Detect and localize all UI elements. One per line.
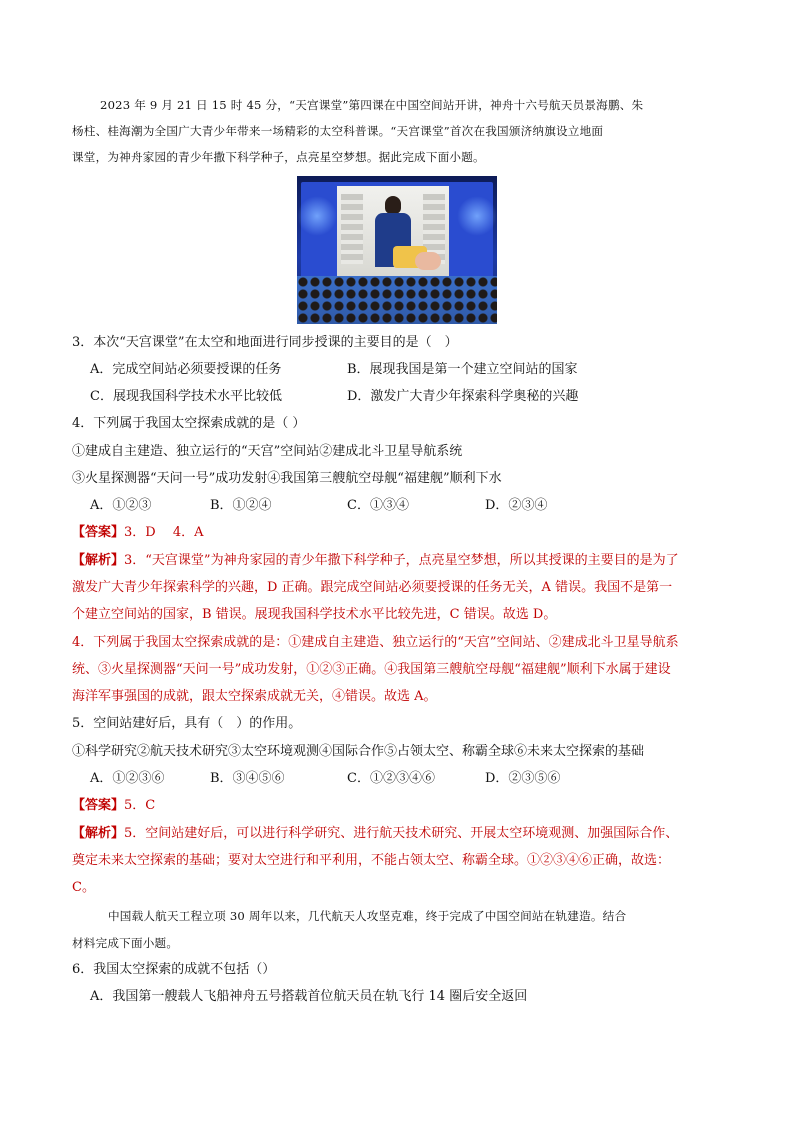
analysis1-line3: 个建立空间站的国家，B 错误。展现我国科学技术水平比较先进，C 错误。故选 D。 xyxy=(72,607,557,622)
audience-crowd xyxy=(297,276,497,324)
answer2-text: 5．C xyxy=(124,798,156,813)
q3-option-d: D．激发广大青少年探索科学奥秘的兴趣 xyxy=(347,389,579,404)
q6-stem: 6．我国太空探索的成就不包括（） xyxy=(72,962,276,977)
material2-line1: 中国载人航天工程立项 30 周年以来，几代航天人攻坚克难，终于完成了中国空间站在轨建造。结合 xyxy=(108,909,627,923)
q5-option-c: C．①②③④⑥ xyxy=(347,771,435,786)
analysis1-line2: 激发广大青少年探索科学的兴趣，D 正确。跟完成空间站必须要授课的任务无关，A 错误。我国不是第一 xyxy=(72,580,673,595)
analysis2-line1: 【解析】5．空间站建好后，可以进行科学研究、进行航天技术研究、开展太空环境观测、加强国际合作、 xyxy=(72,826,679,841)
q4-option-d: D．②③④ xyxy=(485,498,548,513)
analysis1-line4: 4．下列属于我国太空探索成就的是：①建成自主建造、独立运行的“天宫”空间站、②建成北斗卫星导航系 xyxy=(72,635,679,650)
hand-shape xyxy=(415,252,441,270)
analysis2-tag: 【解析】 xyxy=(72,826,125,841)
answer1-text: 3．D 4．A xyxy=(124,525,204,540)
q4-stem: 4．下列属于我国太空探索成就的是（ ） xyxy=(72,416,306,431)
q4-items-line1: ①建成自主建造、独立运行的“天宫”空间站②建成北斗卫星导航系统 xyxy=(72,444,463,459)
q5-option-d: D．②③⑤⑥ xyxy=(485,771,561,786)
analysis2-line2: 奠定未来太空探索的基础；要对太空进行和平利用，不能占领太空、称霸全球。①②③④⑥正确，故选： xyxy=(72,853,671,868)
answer2-tag: 【答案】 xyxy=(72,798,125,813)
answer1 xyxy=(72,524,732,542)
analysis1-line1: 【解析】3．“天宫课堂”为神舟家园的青少年撒下科学种子，点亮星空梦想，所以其授课的主要目的是为了 xyxy=(72,553,679,568)
analysis1-line5: 统、③火星探测器“天问一号”成功发射，①②③正确。④我国第三艘航空母舰“福建舰”顺利下水属于建设 xyxy=(72,662,671,677)
material1-line2: 杨柱、桂海潮为全国广大青少年带来一场精彩的太空科普课。“天宫课堂”首次在我国颁济纳旗设立地面 xyxy=(72,124,604,138)
q4-option-c: C．①③④ xyxy=(347,498,409,513)
q5-option-b: B．③④⑤⑥ xyxy=(210,771,285,786)
q3-option-b: B．展现我国是第一个建立空间站的国家 xyxy=(347,362,578,377)
q3-stem: 3．本次“天宫课堂”在太空和地面进行同步授课的主要目的是（ ） xyxy=(72,335,458,350)
analysis1-tag: 【解析】 xyxy=(72,553,125,568)
answer2 xyxy=(72,797,732,815)
material2-line2: 材料完成下面小题。 xyxy=(72,936,179,950)
analysis1-line6: 海洋军事强国的成就，跟太空探索成就无关，④错误。故选 A。 xyxy=(72,689,437,704)
material1-line3: 课堂，为神舟家园的青少年撒下科学种子，点亮星空梦想。据此完成下面小题。 xyxy=(72,150,485,164)
stage-light-right xyxy=(457,196,497,236)
q3-option-a: A．完成空间站必须要授课的任务 xyxy=(90,362,282,377)
q4-items-line2: ③火星探测器“天问一号”成功发射④我国第三艘航空母舰“福建舰”顺利下水 xyxy=(72,471,502,486)
q5-option-a: A．①②③⑥ xyxy=(90,771,165,786)
q4-option-b: B．①②④ xyxy=(210,498,272,513)
q5-items: ①科学研究②航天技术研究③太空环境观测④国际合作⑤占领太空、称霸全球⑥未来太空探索的基础 xyxy=(72,744,645,759)
classroom-photo xyxy=(297,176,497,324)
q4-option-a: A．①②③ xyxy=(90,498,152,513)
stage-light-left xyxy=(297,196,337,236)
q5-stem: 5．空间站建好后，具有（ ）的作用。 xyxy=(72,716,302,731)
analysis2-line3: C。 xyxy=(72,880,95,895)
q6-option-a: A．我国第一艘载人飞船神舟五号搭载首位航天员在轨飞行 14 圈后安全返回 xyxy=(90,989,528,1004)
answer1-tag: 【答案】 xyxy=(72,525,125,540)
q3-option-c: C．展现我国科学技术水平比较低 xyxy=(90,389,282,404)
material1-line1: 2023 年 9 月 21 日 15 时 45 分，“天宫课堂”第四课在中国空间站开讲，神舟十六号航天员景海鹏、朱 xyxy=(100,98,644,112)
